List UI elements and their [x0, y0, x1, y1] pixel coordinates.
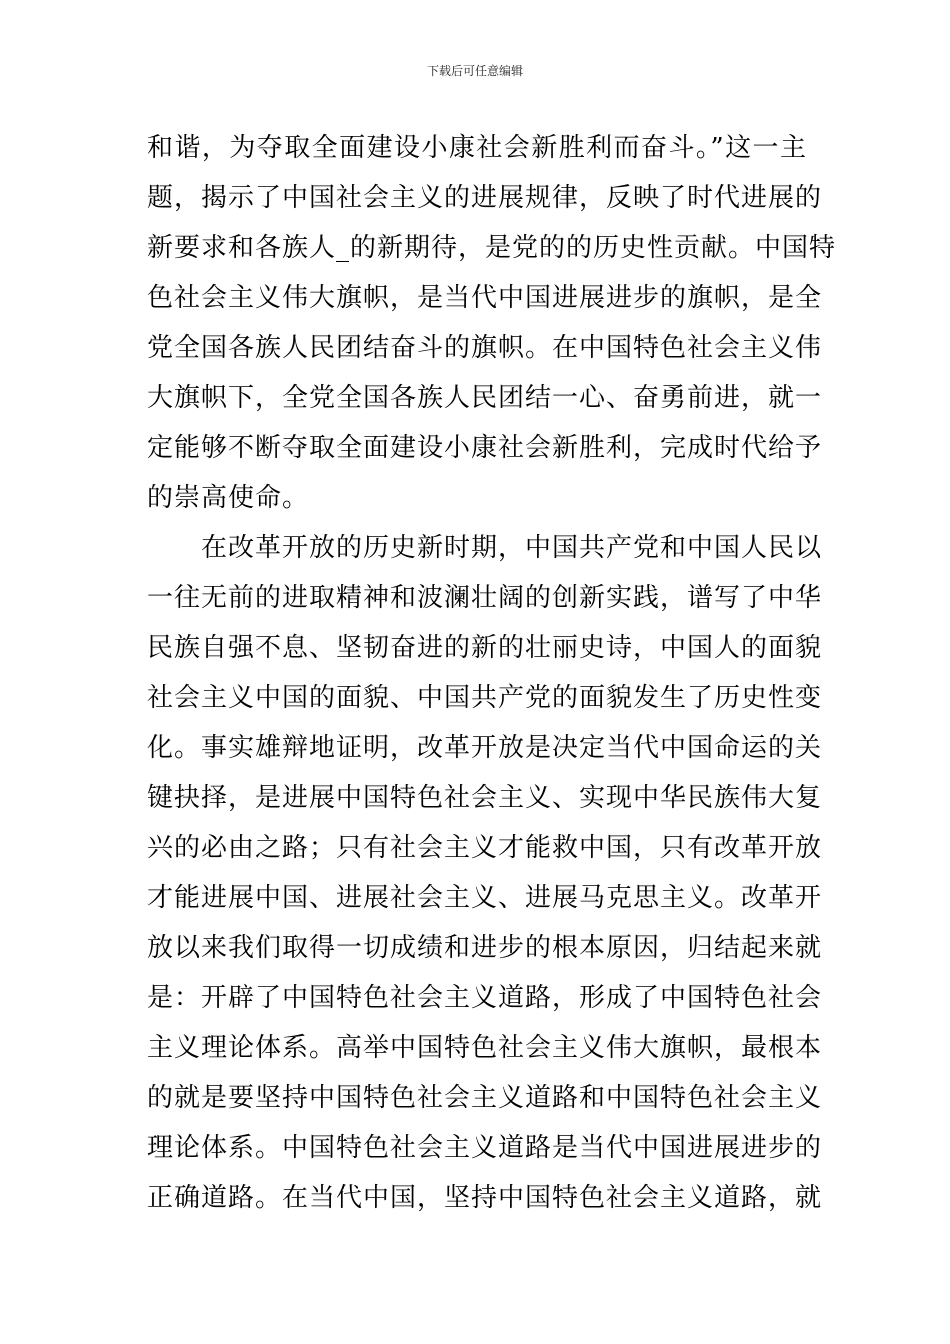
text-line: 是：开辟了中国特色社会主义道路，形成了中国特色社会	[147, 983, 823, 1013]
text-line: 兴的必由之路；只有社会主义才能救中国，只有改革开放	[147, 833, 823, 863]
text-line: 大旗帜下，全党全国各族人民团结一心、奋勇前进，就一	[147, 383, 823, 413]
text-line: 色社会主义伟大旗帜，是当代中国进展进步的旗帜，是全	[147, 283, 823, 313]
text-line: 在改革开放的历史新时期，中国共产党和中国人民以	[201, 533, 823, 563]
text-line: 键抉择，是进展中国特色社会主义、实现中华民族伟大复	[147, 783, 823, 813]
text-line: 定能够不断夺取全面建设小康社会新胜利，完成时代给予	[147, 433, 823, 463]
page-header: 下载后可任意编辑	[426, 64, 523, 78]
text-line: 化。事实雄辩地证明，改革开放是决定当代中国命运的关	[147, 733, 823, 763]
text-line: 的就是要坚持中国特色社会主义道路和中国特色社会主义	[147, 1083, 823, 1113]
text-line: 新要求和各族人_的新期待，是党的的历史性贡献。中国特	[147, 233, 837, 263]
paragraph-2	[147, 523, 823, 1223]
text-line: 才能进展中国、进展社会主义、进展马克思主义。改革开	[147, 883, 823, 913]
text-line: 和谐，为夺取全面建设小康社会新胜利而奋斗。”这一主	[147, 133, 807, 163]
text-line: 社会主义中国的面貌、中国共产党的面貌发生了历史性变	[147, 683, 823, 713]
text-line: 题，揭示了中国社会主义的进展规律，反映了时代进展的	[147, 183, 823, 213]
text-line: 理论体系。中国特色社会主义道路是当代中国进展进步的	[147, 1133, 823, 1163]
paragraph-1	[147, 123, 837, 523]
document-body	[147, 123, 837, 1223]
text-line: 放以来我们取得一切成绩和进步的根本原因，归结起来就	[147, 933, 823, 963]
text-line: 的崇高使命。	[147, 483, 310, 513]
text-line: 正确道路。在当代中国，坚持中国特色社会主义道路，就	[147, 1183, 823, 1213]
text-line: 民族自强不息、坚韧奋进的新的壮丽史诗，中国人的面貌	[147, 633, 823, 663]
text-line: 一往无前的进取精神和波澜壮阔的创新实践，谱写了中华	[147, 583, 823, 613]
text-line: 主义理论体系。高举中国特色社会主义伟大旗帜，最根本	[147, 1033, 823, 1063]
text-line: 党全国各族人民团结奋斗的旗帜。在中国特色社会主义伟	[147, 333, 823, 363]
